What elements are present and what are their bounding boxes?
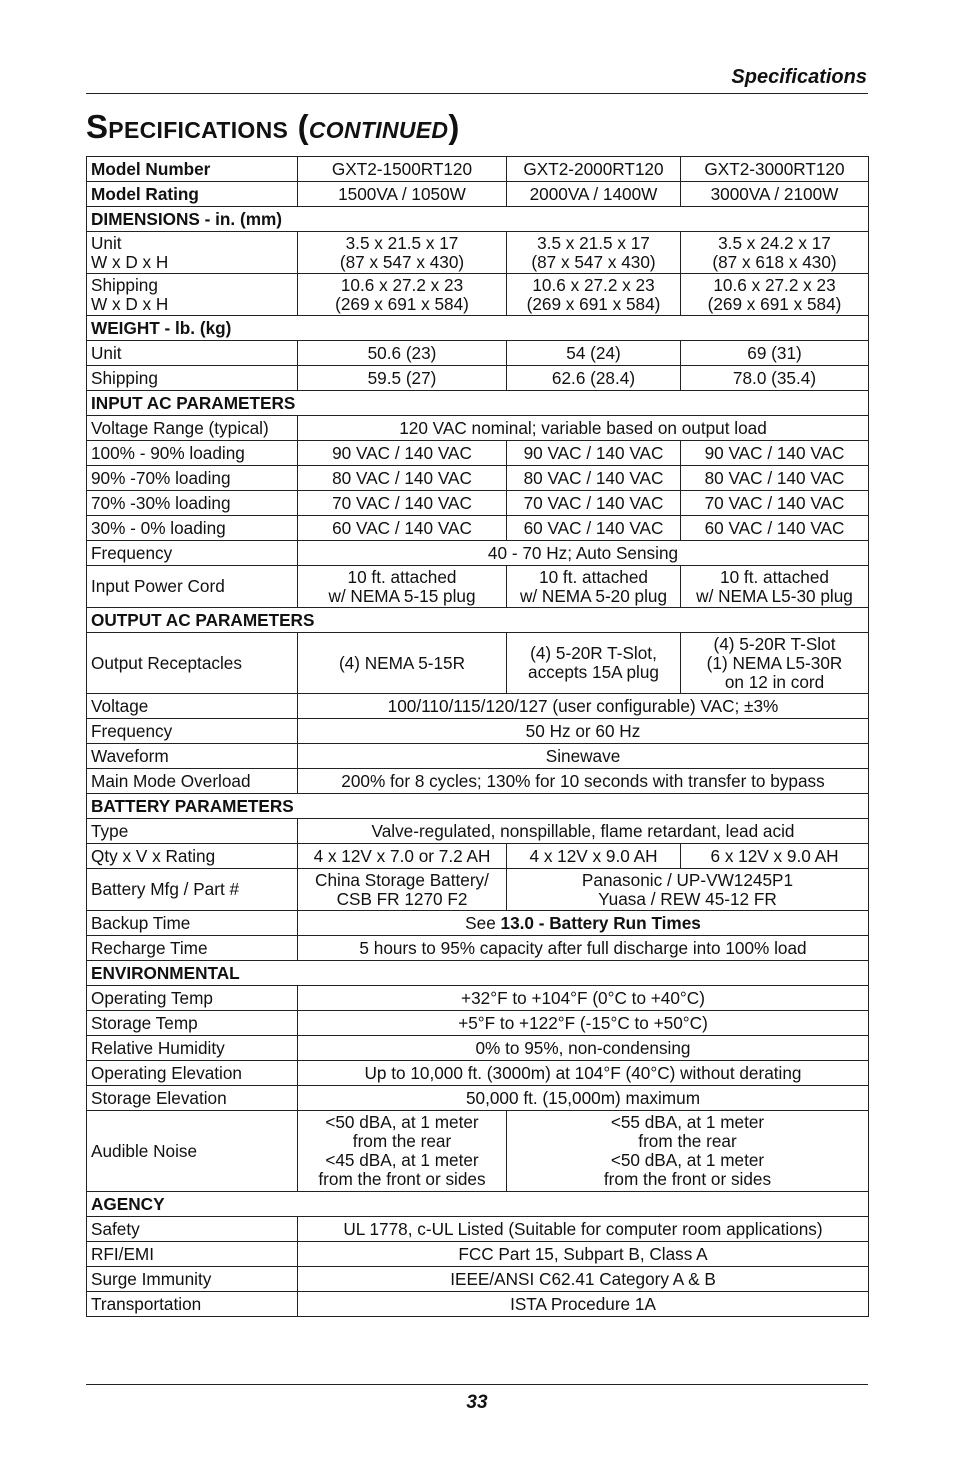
table-row bbox=[87, 566, 869, 608]
table-row bbox=[87, 819, 869, 844]
table-row bbox=[87, 986, 869, 1011]
cell-line: <45 dBA, at 1 meter bbox=[325, 1150, 479, 1170]
table-cell: 80 VAC / 140 VAC bbox=[298, 466, 507, 491]
cell-line: from the front or sides bbox=[318, 1169, 486, 1189]
section-heading-battery: BATTERY PARAMETERS bbox=[87, 794, 869, 819]
section-heading-agency: AGENCY bbox=[87, 1192, 869, 1217]
table-cell: 70 VAC / 140 VAC bbox=[298, 491, 507, 516]
table-row bbox=[87, 416, 869, 441]
label-line: Unit bbox=[91, 232, 122, 253]
cell-line: CSB FR 1270 F2 bbox=[336, 888, 468, 909]
row-label: Backup Time bbox=[87, 911, 298, 936]
row-label: RFI/EMI bbox=[87, 1242, 298, 1267]
row-label bbox=[87, 274, 298, 316]
table-cell: 80 VAC / 140 VAC bbox=[681, 466, 869, 491]
footer-rule bbox=[86, 1384, 868, 1385]
table-row bbox=[87, 744, 869, 769]
table-row bbox=[87, 1242, 869, 1267]
table-cell: 80 VAC / 140 VAC bbox=[507, 466, 681, 491]
cell-line: (4) NEMA 5-15R bbox=[338, 652, 466, 673]
table-cell: 100/110/115/120/127 (user configurable) VAC; ±3% bbox=[298, 694, 869, 719]
table-cell: 54 (24) bbox=[507, 341, 681, 366]
table-cell: 120 VAC nominal; variable based on output load bbox=[298, 416, 869, 441]
row-label bbox=[87, 232, 298, 274]
table-cell: 90 VAC / 140 VAC bbox=[681, 441, 869, 466]
section-header-row bbox=[87, 1192, 869, 1217]
cell-line: w/ NEMA L5-30 plug bbox=[696, 585, 853, 606]
table-row bbox=[87, 936, 869, 961]
cell-line: 10.6 x 27.2 x 23 bbox=[340, 274, 464, 295]
cell-line: (269 x 691 x 584) bbox=[526, 293, 661, 314]
table-row bbox=[87, 769, 869, 794]
cell-line: 3.5 x 24.2 x 17 bbox=[718, 232, 831, 253]
cell-line: (269 x 691 x 584) bbox=[335, 293, 469, 314]
row-label: Unit bbox=[87, 341, 298, 366]
table-cell: UL 1778, c-UL Listed (Suitable for computer room applications) bbox=[298, 1217, 869, 1242]
cell-line: from the rear bbox=[352, 1131, 452, 1151]
table-row bbox=[87, 1217, 869, 1242]
table-cell bbox=[507, 566, 681, 608]
row-label: Operating Elevation bbox=[87, 1061, 298, 1086]
cell-line: accepts 15A plug bbox=[528, 662, 659, 682]
row-label: Transportation bbox=[87, 1292, 298, 1317]
cell-line: (4) 5-20R T-Slot bbox=[713, 633, 836, 654]
table-cell bbox=[298, 869, 507, 911]
table-cell: Up to 10,000 ft. (3000m) at 104°F (40°C) without derating bbox=[298, 1061, 869, 1086]
section-header-row bbox=[87, 207, 869, 232]
label-line: W x D x H bbox=[91, 251, 169, 272]
table-cell: 6 x 12V x 9.0 AH bbox=[681, 844, 869, 869]
cell-line: <55 dBA, at 1 meter bbox=[610, 1112, 765, 1132]
table-cell: 200% for 8 cycles; 130% for 10 seconds with transfer to bypass bbox=[298, 769, 869, 794]
cell-line: <50 dBA, at 1 meter bbox=[325, 1112, 479, 1132]
table-row bbox=[87, 466, 869, 491]
table-cell: 60 VAC / 140 VAC bbox=[681, 516, 869, 541]
battery-run-times-link[interactable]: 13.0 - Battery Run Times bbox=[500, 912, 701, 933]
table-cell: 70 VAC / 140 VAC bbox=[681, 491, 869, 516]
row-label: Voltage Range (typical) bbox=[87, 416, 298, 441]
cell-line: <50 dBA, at 1 meter bbox=[610, 1150, 765, 1170]
cell-line: China Storage Battery/ bbox=[315, 869, 489, 890]
cell-line: 10 ft. attached bbox=[720, 566, 829, 587]
cell-line: 10.6 x 27.2 x 23 bbox=[713, 274, 836, 295]
table-cell: 4 x 12V x 7.0 or 7.2 AH bbox=[298, 844, 507, 869]
row-label: Output Receptacles bbox=[87, 633, 298, 694]
table-row bbox=[87, 694, 869, 719]
table-cell: 90 VAC / 140 VAC bbox=[298, 441, 507, 466]
section-heading-output-ac: OUTPUT AC PARAMETERS bbox=[87, 608, 869, 633]
table-cell bbox=[298, 274, 507, 316]
row-label: Frequency bbox=[87, 719, 298, 744]
label-line: Shipping bbox=[91, 274, 158, 295]
table-cell bbox=[507, 232, 681, 274]
table-row bbox=[87, 1292, 869, 1317]
row-label: Relative Humidity bbox=[87, 1036, 298, 1061]
row-label: Surge Immunity bbox=[87, 1267, 298, 1292]
row-label: Waveform bbox=[87, 744, 298, 769]
table-row bbox=[87, 232, 869, 274]
table-cell bbox=[681, 633, 869, 694]
table-cell bbox=[681, 566, 869, 608]
page-title bbox=[86, 108, 460, 146]
table-cell bbox=[298, 566, 507, 608]
page-title-continued: continued bbox=[308, 108, 449, 145]
table-cell: +32°F to +104°F (0°C to +40°C) bbox=[298, 986, 869, 1011]
table-cell: 1500VA / 1050W bbox=[298, 182, 507, 207]
section-header-row bbox=[87, 794, 869, 819]
table-row bbox=[87, 157, 869, 182]
cell-line: 3.5 x 21.5 x 17 bbox=[345, 232, 459, 253]
table-row bbox=[87, 182, 869, 207]
page-title-main: Specifications bbox=[86, 108, 289, 145]
row-label: Main Mode Overload bbox=[87, 769, 298, 794]
cell-line: Yuasa / REW 45-12 FR bbox=[598, 888, 777, 909]
table-row bbox=[87, 844, 869, 869]
table-cell: 40 - 70 Hz; Auto Sensing bbox=[298, 541, 869, 566]
cell-line: (87 x 618 x 430) bbox=[712, 251, 837, 272]
table-cell: 3000VA / 2100W bbox=[681, 182, 869, 207]
section-header-row bbox=[87, 961, 869, 986]
model-number-2000: GXT2-2000RT120 bbox=[507, 157, 681, 182]
model-number-3000: GXT2-3000RT120 bbox=[681, 157, 869, 182]
table-cell: 60 VAC / 140 VAC bbox=[507, 516, 681, 541]
page-title-open-paren: ( bbox=[297, 108, 309, 145]
table-cell: 90 VAC / 140 VAC bbox=[507, 441, 681, 466]
table-cell: 0% to 95%, non-condensing bbox=[298, 1036, 869, 1061]
cell-line: w/ NEMA 5-20 plug bbox=[519, 585, 668, 606]
table-row bbox=[87, 911, 869, 936]
table-cell bbox=[298, 1111, 507, 1192]
header-rule bbox=[86, 93, 868, 94]
table-row bbox=[87, 1061, 869, 1086]
table-row bbox=[87, 1011, 869, 1036]
table-cell bbox=[681, 232, 869, 274]
table-cell: 60 VAC / 140 VAC bbox=[298, 516, 507, 541]
row-label: Model Rating bbox=[87, 182, 298, 207]
table-row bbox=[87, 441, 869, 466]
table-row bbox=[87, 274, 869, 316]
cell-line: Panasonic / UP-VW1245P1 bbox=[581, 869, 794, 890]
table-cell bbox=[298, 232, 507, 274]
row-label: 90% -70% loading bbox=[87, 466, 298, 491]
table-cell: Valve-regulated, nonspillable, flame retardant, lead acid bbox=[298, 819, 869, 844]
table-cell: 62.6 (28.4) bbox=[507, 366, 681, 391]
row-label: Recharge Time bbox=[87, 936, 298, 961]
table-cell: 69 (31) bbox=[681, 341, 869, 366]
table-row bbox=[87, 869, 869, 911]
row-label: Qty x V x Rating bbox=[87, 844, 298, 869]
cell-line: on 12 in cord bbox=[724, 671, 825, 692]
cell-line: from the front or sides bbox=[603, 1169, 772, 1189]
section-header-row bbox=[87, 391, 869, 416]
table-cell: IEEE/ANSI C62.41 Category A & B bbox=[298, 1267, 869, 1292]
cell-line: (4) 5-20R T-Slot, bbox=[530, 643, 657, 663]
table-cell: 78.0 (35.4) bbox=[681, 366, 869, 391]
row-label: Input Power Cord bbox=[87, 566, 298, 608]
row-label: Safety bbox=[87, 1217, 298, 1242]
table-cell: 50 Hz or 60 Hz bbox=[298, 719, 869, 744]
section-header-row bbox=[87, 316, 869, 341]
cell-line: (269 x 691 x 584) bbox=[707, 293, 842, 314]
table-row bbox=[87, 1036, 869, 1061]
cell-line: 10 ft. attached bbox=[347, 566, 457, 587]
table-row bbox=[87, 491, 869, 516]
row-label: Battery Mfg / Part # bbox=[87, 869, 298, 911]
row-label: Storage Temp bbox=[87, 1011, 298, 1036]
table-cell bbox=[298, 633, 507, 694]
table-row bbox=[87, 633, 869, 694]
cell-line: (1) NEMA L5-30R bbox=[706, 652, 843, 673]
row-label: Model Number bbox=[87, 157, 298, 182]
label-line: W x D x H bbox=[91, 293, 169, 314]
table-cell: 4 x 12V x 9.0 AH bbox=[507, 844, 681, 869]
running-header: Specifications bbox=[731, 66, 867, 88]
cell-line: from the rear bbox=[638, 1131, 737, 1151]
table-cell: +5°F to +122°F (-15°C to +50°C) bbox=[298, 1011, 869, 1036]
table-row bbox=[87, 541, 869, 566]
section-heading-dimensions: DIMENSIONS - in. (mm) bbox=[87, 207, 869, 232]
table-cell: 2000VA / 1400W bbox=[507, 182, 681, 207]
table-cell bbox=[507, 1111, 869, 1192]
table-cell bbox=[507, 274, 681, 316]
section-heading-environmental: ENVIRONMENTAL bbox=[87, 961, 869, 986]
table-cell: 5 hours to 95% capacity after full discharge into 100% load bbox=[298, 936, 869, 961]
table-row bbox=[87, 366, 869, 391]
row-label: Type bbox=[87, 819, 298, 844]
row-label: 70% -30% loading bbox=[87, 491, 298, 516]
backup-time-prefix: See bbox=[465, 912, 501, 933]
row-label: Shipping bbox=[87, 366, 298, 391]
table-cell: 50,000 ft. (15,000m) maximum bbox=[298, 1086, 869, 1111]
table-row bbox=[87, 341, 869, 366]
table-cell bbox=[681, 274, 869, 316]
cell-line: (87 x 547 x 430) bbox=[339, 251, 465, 272]
model-number-1500: GXT2-1500RT120 bbox=[298, 157, 507, 182]
table-cell bbox=[298, 911, 869, 936]
row-label: 100% - 90% loading bbox=[87, 441, 298, 466]
cell-line: w/ NEMA 5-15 plug bbox=[328, 585, 476, 606]
cell-line: 3.5 x 21.5 x 17 bbox=[537, 232, 650, 253]
table-row bbox=[87, 1267, 869, 1292]
row-label: Audible Noise bbox=[87, 1111, 298, 1192]
table-cell: FCC Part 15, Subpart B, Class A bbox=[298, 1242, 869, 1267]
specifications-table bbox=[86, 156, 869, 1317]
row-label: Frequency bbox=[87, 541, 298, 566]
row-label: Operating Temp bbox=[87, 986, 298, 1011]
table-cell: Sinewave bbox=[298, 744, 869, 769]
section-header-row bbox=[87, 608, 869, 633]
table-row bbox=[87, 516, 869, 541]
cell-line: 10.6 x 27.2 x 23 bbox=[532, 274, 655, 295]
table-cell bbox=[507, 633, 681, 694]
table-row bbox=[87, 719, 869, 744]
row-label: Voltage bbox=[87, 694, 298, 719]
table-cell: 50.6 (23) bbox=[298, 341, 507, 366]
row-label: Storage Elevation bbox=[87, 1086, 298, 1111]
page-number: 33 bbox=[466, 1392, 488, 1413]
row-label: 30% - 0% loading bbox=[87, 516, 298, 541]
table-cell bbox=[507, 869, 869, 911]
table-row bbox=[87, 1086, 869, 1111]
cell-line: 10 ft. attached bbox=[539, 566, 648, 587]
cell-line: (87 x 547 x 430) bbox=[531, 251, 656, 272]
section-heading-input-ac: INPUT AC PARAMETERS bbox=[87, 391, 869, 416]
section-heading-weight: WEIGHT - lb. (kg) bbox=[87, 316, 869, 341]
table-row bbox=[87, 1111, 869, 1192]
table-cell: 70 VAC / 140 VAC bbox=[507, 491, 681, 516]
table-cell: ISTA Procedure 1A bbox=[298, 1292, 869, 1317]
page-title-close-paren: ) bbox=[448, 108, 460, 145]
table-cell: 59.5 (27) bbox=[298, 366, 507, 391]
